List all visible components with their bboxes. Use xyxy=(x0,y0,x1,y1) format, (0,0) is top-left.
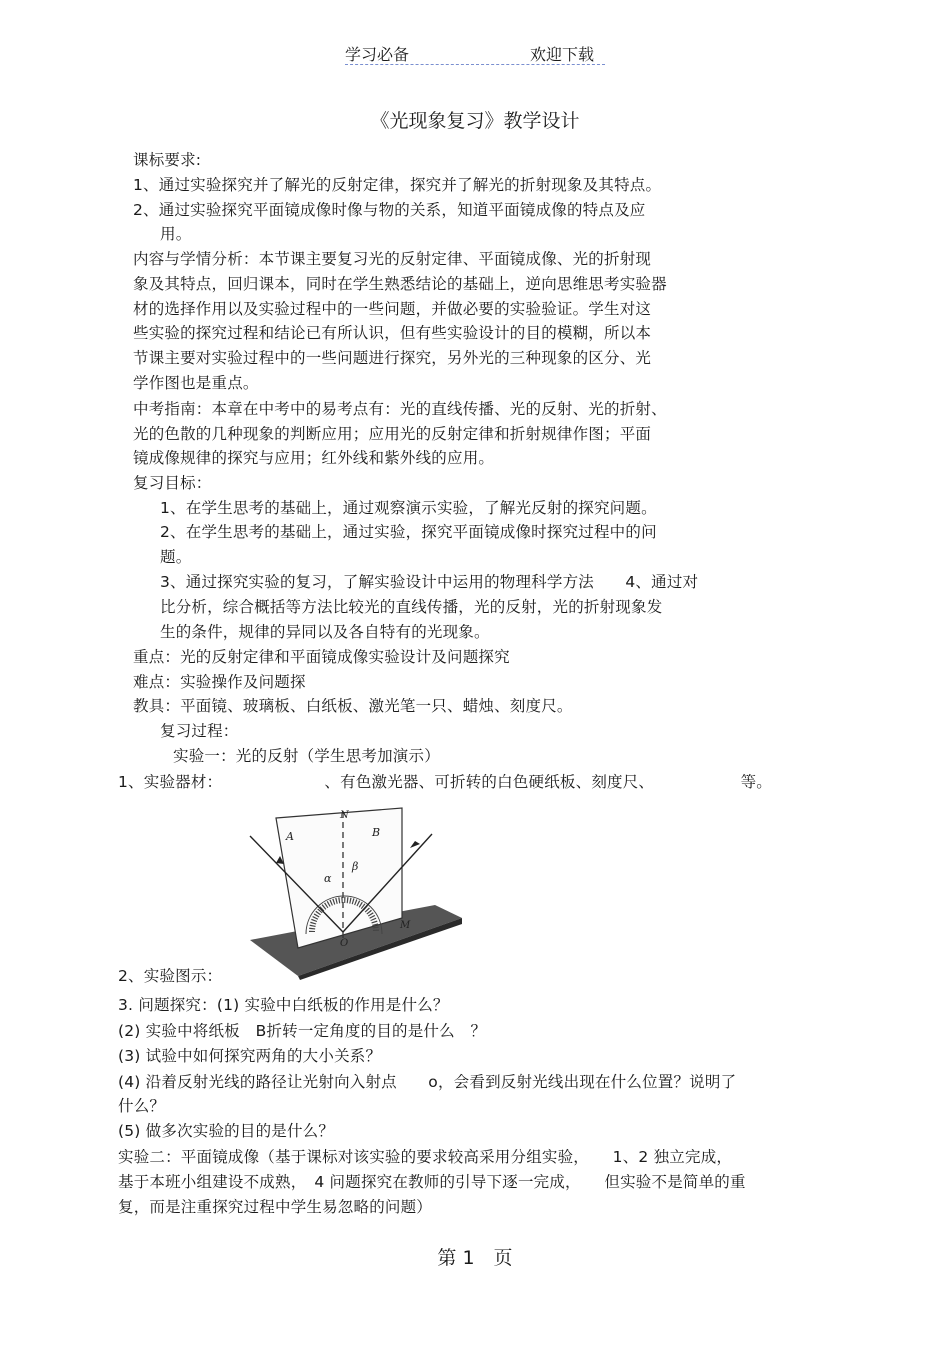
text-line: 课标要求: xyxy=(133,151,202,169)
text-line: 1、实验器材： 、有色激光器、可折转的白色硬纸板、刻度尺、 等。 xyxy=(118,773,772,791)
label-b: B xyxy=(372,826,381,839)
text-line: 复习目标： xyxy=(133,474,212,492)
text-line: 镜成像规律的探究与应用；红外线和紫外线的应用。 xyxy=(133,449,495,467)
label-beta: β xyxy=(352,860,359,873)
text-line: (2) 实验中将纸板 B折转一定角度的目的是什么 ？ xyxy=(118,1022,487,1040)
text-line: 2、在学生思考的基础上，通过实验，探究平面镜成像时探究过程中的问 xyxy=(160,523,657,541)
text-line: 复，而是注重探究过程中学生易忽略的问题） xyxy=(118,1198,433,1216)
reflected-arrow xyxy=(410,841,420,848)
label-o: O xyxy=(340,938,349,949)
text-line: (5) 做多次实验的目的是什么？ xyxy=(118,1122,335,1140)
text-line: 内容与学情分析：本节课主要复习光的反射定律、平面镜成像、光的折射现 xyxy=(133,250,652,268)
text-line: 3、通过探究实验的复习，了解实验设计中运用的物理科学方法 4、通过对 xyxy=(160,573,699,591)
text-line: 重点：光的反射定律和平面镜成像实验设计及问题探究 xyxy=(133,648,510,666)
text-line: 生的条件，规律的异同以及各自特有的光现象。 xyxy=(160,623,490,641)
text-line: 比分析，综合概括等方法比较光的直线传播，光的反射，光的折射现象发 xyxy=(160,598,663,616)
text-line: 复习过程： xyxy=(160,722,239,740)
text-line: 节课主要对实验过程中的一些问题进行探究，另外光的三种现象的区分、光 xyxy=(133,349,652,367)
text-line: 基于本班小组建设不成熟， 4 问题探究在教师的引导下逐一完成， 但实验不是简单的重 xyxy=(118,1173,746,1191)
text-line: (3) 试验中如何探究两角的大小关系？ xyxy=(118,1047,382,1065)
text-line: 光的色散的几种现象的判断应用；应用光的反射定律和折射规律作图；平面 xyxy=(133,425,652,443)
text-line: 1、通过实验探究并了解光的反射定律，探究并了解光的折射现象及其特点。 xyxy=(133,176,662,194)
label-n: N xyxy=(340,810,349,821)
text-line: 学作图也是重点。 xyxy=(133,374,259,392)
text-line: 2、通过实验探究平面镜成像时像与物的关系，知道平面镜成像的特点及应 xyxy=(133,201,646,219)
text-line: 材的选择作用以及实验过程中的一些问题，并做必要的实验验证。学生对这 xyxy=(133,300,652,318)
text-line: 象及其特点，回归课本，同时在学生熟悉结论的基础上，逆向思维思考实验器 xyxy=(133,275,667,293)
text-line: 题。 xyxy=(160,548,192,566)
text-line: 用。 xyxy=(160,225,192,243)
page-number: 第 1 页 xyxy=(437,1247,513,1269)
header-right: 欢迎下载 xyxy=(530,45,595,64)
text-line: 什么？ xyxy=(118,1097,166,1115)
text-line: 中考指南：本章在中考中的易考点有：光的直线传播、光的反射、光的折射、 xyxy=(133,400,667,418)
text-line: 教具：平面镜、玻璃板、白纸板、激光笔一只、蜡烛、刻度尺。 xyxy=(133,697,573,715)
text-line: 1、在学生思考的基础上，通过观察演示实验，了解光反射的探究问题。 xyxy=(160,499,657,517)
label-m: M xyxy=(400,920,411,931)
text-line: 些实验的探究过程和结论已有所认识，但有些实验设计的目的模糊，所以本 xyxy=(133,324,652,342)
reflection-experiment-figure xyxy=(240,800,470,980)
header-divider xyxy=(345,64,605,65)
label-a: A xyxy=(286,830,294,843)
text-line: (4) 沿着反射光线的路径让光射向入射点 o，会看到反射光线出现在什么位置？说明了 xyxy=(118,1073,737,1091)
header-left: 学习必备 xyxy=(345,45,410,64)
text-line: 难点：实验操作及问题探 xyxy=(133,673,306,691)
text-line: 实验一：光的反射（学生思考加演示） xyxy=(173,747,440,765)
text-line: 实验二：平面镜成像（基于课标对该实验的要求较高采用分组实验， 1、2 独立完成， xyxy=(118,1148,733,1166)
text-line: 2、实验图示： xyxy=(118,967,223,985)
document-title: 《光现象复习》教学设计 xyxy=(370,110,580,132)
text-line: 3. 问题探究：(1) 实验中白纸板的作用是什么？ xyxy=(118,996,449,1014)
label-alpha: α xyxy=(324,872,332,885)
